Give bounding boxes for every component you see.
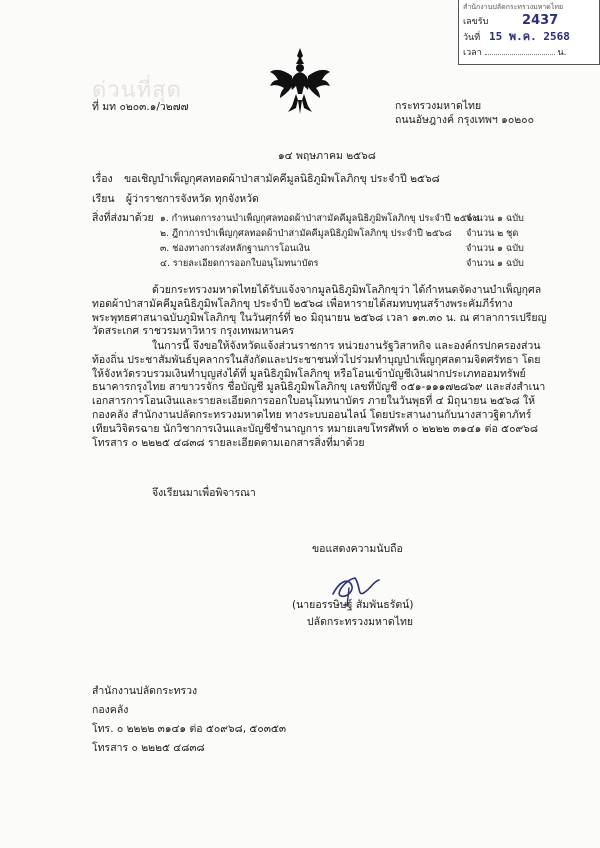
enclosure-item: ๓. ช่องทางการส่งหลักฐานการโอนเงิน — [160, 243, 310, 254]
document-date: ๑๔ พฤษภาคม ๒๕๖๘ — [278, 150, 376, 162]
enclosure-item: ๒. ฎีกาการบำเพ็ญกุศลทอดผ้าป่าสามัคคีมูลนิธิภูมิพโลภิกขุ ประจำปี ๒๕๖๘ — [160, 228, 452, 239]
urgency-label: ด่วนที่สุด — [92, 78, 182, 103]
stamp-time-unit: น. — [557, 48, 567, 58]
garuda-emblem-icon — [268, 46, 332, 116]
closing-salutation: ขอแสดงความนับถือ — [312, 543, 403, 555]
recipient-text: ผู้ว่าราชการจังหวัด ทุกจังหวัด — [125, 193, 259, 205]
stamp-date-row — [463, 30, 570, 45]
enclosure-label: สิ่งที่ส่งมาด้วย — [92, 212, 154, 224]
subject-text: ขอเชิญบำเพ็ญกุศลทอดผ้าป่าสามัคคีมูลนิธิภูมิพโลภิกขุ ประจำปี ๒๕๖๘ — [124, 173, 440, 185]
stamp-receive-row — [463, 14, 558, 29]
stamp-title: สำนักงานปลัดกระทรวงมหาดไทย — [463, 3, 564, 11]
enclosure-qty: จำนวน ๑ ฉบับ — [466, 258, 524, 269]
sender-org: กระทรวงมหาดไทย — [395, 100, 482, 112]
footer-tel: โทร. ๐ ๒๒๒๒ ๓๑๔๑ ต่อ ๕๐๙๖๘, ๕๐๓๕๓ — [92, 723, 287, 735]
enclosure-item: ๔. รายละเอียดการออกใบอนุโมทนาบัตร — [160, 258, 319, 269]
receive-stamp — [458, 0, 600, 65]
enclosure-item: ๑. กำหนดการงานบำเพ็ญกุศลทอดผ้าป่าสามัคคีมูลนิธิภูมิพโลภิกขุ ประจำปี ๒๕๖๘ — [160, 213, 480, 224]
recipient-label: เรียน — [92, 193, 115, 205]
recipient-row — [92, 193, 259, 206]
sender-address: ถนนอัษฎางค์ กรุงเทพฯ ๑๐๒๐๐ — [395, 114, 534, 126]
document-number: ที่ มท ๐๒๐๓.๑/ว๒๗๗ — [92, 101, 189, 113]
signer-name: (นายอรรษิษฐ์ สัมพันธรัตน์) — [292, 599, 414, 611]
subject-label: เรื่อง — [92, 173, 113, 185]
stamp-time-label: เวลา — [463, 48, 482, 58]
footer-fax: โทรสาร ๐ ๒๒๒๕ ๔๘๓๘ — [92, 742, 205, 754]
stamp-receive-no: 2437 — [522, 13, 559, 28]
closing-request: จึงเรียนมาเพื่อพิจารณา — [152, 487, 256, 499]
stamp-time-row — [463, 47, 566, 60]
body-paragraph-2: ในการนี้ จึงขอให้จังหวัดแจ้งส่วนราชการ หน่วยงานรัฐวิสาหกิจ และองค์กรปกครองส่วนท้องถิ่น ประชาสัมพันธ์บุคลากรในสังกัดและประชาชนทั่วไปร่วมทำบุญบำเพ็ญกุศลตามจิตศรัทธา โดยให้จังหวัดรวบรวมเงินทำบุญส่งได้ที่ มูลนิธิภูมิพโลภิกขุ หรือโอนเข้าบัญชีเงินฝากประเภทออมทรัพย์ ธนาคารกรุงไทย สาขาวรจักร ชื่อบัญชี มูลนิธิภูมิพโลภิกขุ เลขที่บัญชี ๐๕๑-๑๑๑๗๒๘๖๙ และส่งสำเนาเอกสารการโอนเงินและรายละเอียดการออกใบอนุโมทนาบัตร ภายในวันพุธที่ ๔ มิถุนายน ๒๕๖๘ ให้กองคลัง สำนักงานปลัดกระทรวงมหาดไทย ทางระบบออนไลน์ โดยประสานงานกับนางสาวฐิตาภัทร์ เทียนวิจิตรฉาย นักวิชาการเงินและบัญชีชำนาญการ หมายเลขโทรศัพท์ ๐ ๒๒๒๒ ๓๑๔๑ ต่อ ๕๐๙๖๘ โทรสาร ๐ ๒๒๒๕ ๔๘๓๘ รายละเอียดตามเอกสารสิ่งที่มาด้วย — [92, 340, 546, 449]
body-paragraph-1: ด้วยกระทรวงมหาดไทยได้รับแจ้งจากมูลนิธิภูมิพโลภิกขุว่า ได้กำหนดจัดงานบำเพ็ญกุศลทอดผ้าป่าสามัคคีมูลนิธิภูมิพโลภิกขุ ประจำปี ๒๕๖๘ เพื่อหารายได้สมทบทุนสร้างพระคัมภีร์ทางพระพุทธศาสนาฉบับภูมิพโลภิกขุ ในวันศุกร์ที่ ๒๐ มิถุนายน ๒๕๖๘ เวลา ๑๓.๓๐ น. ณ ศาลาการเปรียญ วัดสระเกศ ราชวรมหาวิหาร กรุงเทพมหานคร — [92, 284, 547, 338]
subject-row — [92, 173, 440, 186]
footer-office: สำนักงานปลัดกระทรวง — [92, 685, 198, 697]
stamp-date-value: 15 พ.ค. 2568 — [489, 30, 570, 43]
footer-division: กองคลัง — [92, 704, 129, 716]
enclosure-qty: จำนวน ๑ ฉบับ — [466, 213, 524, 224]
enclosure-qty: จำนวน ๒ ชุด — [466, 228, 519, 239]
stamp-date-label: วันที่ — [463, 33, 481, 43]
enclosure-qty: จำนวน ๑ ฉบับ — [466, 243, 524, 254]
stamp-receive-label: เลขรับ — [463, 17, 489, 27]
signer-title: ปลัดกระทรวงมหาดไทย — [307, 616, 414, 628]
